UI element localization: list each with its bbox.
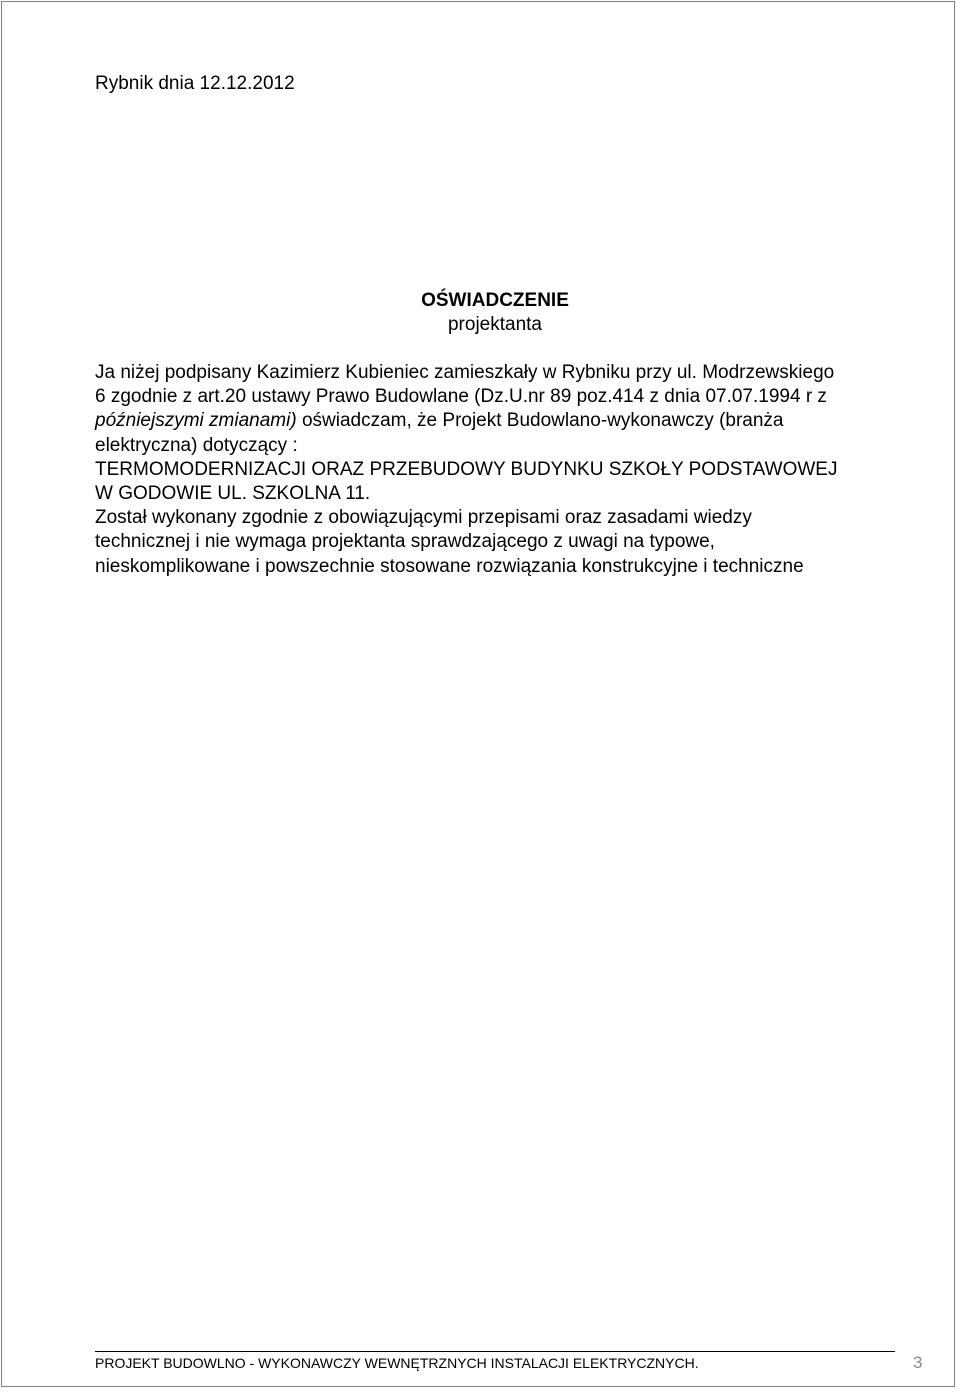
date-line: Rybnik dnia 12.12.2012 (95, 73, 295, 94)
document-subtitle: projektanta (447, 314, 542, 335)
paragraph-line-3 (95, 409, 925, 433)
paragraph-line-3-rest: oświadczam, że Projekt Budowlano-wykonawczy (branża (296, 410, 784, 432)
paragraph-line-4: elektryczna) dotyczący : (95, 434, 298, 456)
paragraph-line-2-text: 6 zgodnie z art.20 ustawy Prawo Budowlane (Dz.U.nr 89 poz.414 z dnia 07.07.1994 r z (95, 386, 827, 408)
subject-line-1: TERMOMODERNIZACJI ORAZ PRZEBUDOWY BUDYNKU SZKOŁY PODSTAWOWEJ (95, 458, 838, 480)
document-title: OŚWIADCZENIE (421, 290, 569, 311)
paragraph-line-3-italic: późniejszymi zmianami) (95, 410, 297, 432)
paragraph-line-1: Ja niżej podpisany Kazimierz Kubieniec zamieszkały w Rybniku przy ul. Modrzewskiego (95, 362, 835, 383)
statement-line-2: technicznej i nie wymaga projektanta sprawdzającego z uwagi na typowe, (95, 531, 715, 553)
heading-block (0, 289, 960, 337)
footer-text: PROJEKT BUDOWLNO - WYKONAWCZY WEWNĘTRZNYCH INSTALACJI ELEKTRYCZNYCH. (95, 1355, 699, 1371)
footer-rule (95, 1351, 895, 1352)
paragraph-line-2 (95, 385, 925, 409)
subject-line-2: W GODOWIE UL. SZKOLNA 11. (95, 483, 371, 505)
declaration-body (95, 361, 925, 579)
declaration-paragraph (95, 361, 925, 579)
page-number: 3 (913, 1353, 923, 1372)
statement-line-1: Został wykonany zgodnie z obowiązującymi przepisami oraz zasadami wiedzy (95, 507, 752, 529)
page-border (1, 1, 955, 1387)
statement-line-3: nieskomplikowane i powszechnie stosowane rozwiązania konstrukcyjne i techniczne (95, 555, 804, 577)
